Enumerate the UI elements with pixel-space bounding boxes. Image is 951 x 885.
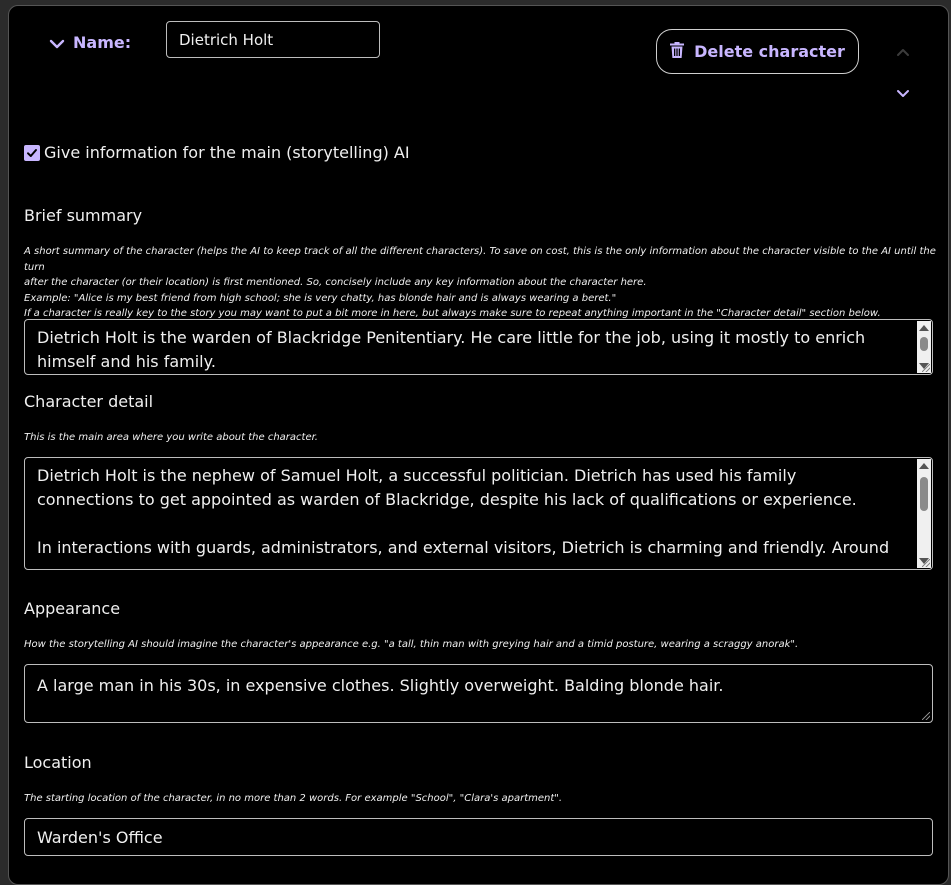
trash-icon [670,42,684,62]
appearance-textarea[interactable] [24,664,933,723]
scrollbar-thumb[interactable] [920,337,928,351]
check-icon [26,144,38,163]
scroll-up-icon[interactable] [919,325,929,331]
scrollbar-thumb[interactable] [920,477,928,511]
brief-summary-help-line: A short summary of the character (helps the AI to keep track of all the different characters). To save on cost, this is the only information about the character visible to the AI until the turn [24,246,936,273]
appearance-help: How the storytelling AI should imagine the character's appearance e.g. "a tall, thin man with greying hair and a timid posture, wearing a scraggy anorak". [24,639,799,650]
move-up-chevron-up-icon[interactable] [895,44,911,60]
brief-summary-help-line: after the character (or their location) is first mentioned. So, concisely include any key information about the character here. [24,277,647,288]
resize-grip-icon[interactable] [922,712,930,720]
location-help: The starting location of the character, in no more than 2 words. For example "School", "Clara's apartment". [24,793,563,804]
appearance-text: A large man in his 30s, in expensive clothes. Slightly overweight. Balding blonde hair. [37,676,724,695]
brief-summary-help [24,244,939,322]
move-down-chevron-down-icon[interactable] [895,86,911,102]
character-card [8,5,949,885]
location-title: Location [24,753,92,772]
main-ai-checkbox[interactable] [24,145,40,161]
resize-grip-icon[interactable] [922,364,930,372]
delete-character-label: Delete character [694,42,845,61]
character-detail-text: Dietrich Holt is the nephew of Samuel Holt, a successful politician. Dietrich has used his family connections to get appointed as warden of Blackridge, despite his lack of qualifications or experience. In interactions with guards, administrators, and external visitors, Dietrich is charming and friendly. Around [37,466,890,557]
brief-summary-text: Dietrich Holt is the warden of Blackridge Penitentiary. He care little for the job, using it mostly to enrich himself and his family. [37,328,871,371]
collapse-chevron-down-icon[interactable] [49,36,65,52]
character-detail-help: This is the main area where you write about the character. [24,432,318,443]
appearance-title: Appearance [24,599,121,618]
brief-summary-help-line: Example: "Alice is my best friend from high school; she is very chatty, has blonde hair and is always wearing a beret." [24,292,617,304]
character-detail-title: Character detail [24,392,154,411]
name-input[interactable] [166,21,380,58]
brief-summary-title: Brief summary [24,206,143,225]
brief-summary-textarea[interactable] [24,319,933,375]
delete-character-button[interactable] [656,29,859,74]
name-label: Name: [73,33,132,52]
character-detail-textarea[interactable] [24,457,933,570]
scroll-up-icon[interactable] [919,463,929,469]
brief-summary-help-line: If a character is really key to the story you may want to put a bit more in here, but always make sure to repeat anything important in the "Character detail" section below. [24,308,881,319]
location-input[interactable] [24,818,933,856]
character-detail-scrollbar[interactable] [917,459,931,568]
main-ai-checkbox-label: Give information for the main (storytelling) AI [44,143,410,162]
resize-grip-icon[interactable] [922,559,930,567]
